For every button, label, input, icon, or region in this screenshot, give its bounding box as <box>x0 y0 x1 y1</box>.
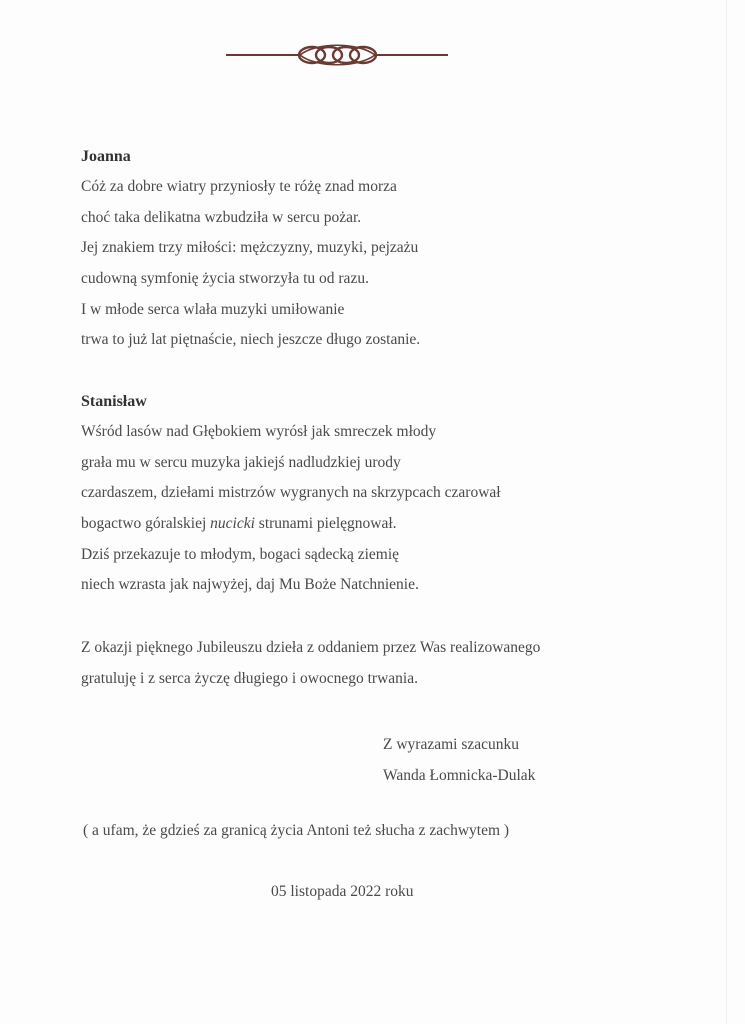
congratulations-line: Z okazji pięknego Jubileuszu dzieła z oddaniem przez Was realizowanego <box>81 639 541 656</box>
poem-line: Dziś przekazuje to młodym, bogaci sądecką ziemię <box>81 545 400 563</box>
poem-line-start: bogactwo góralskiej <box>81 515 207 533</box>
knot-ornament-icon <box>226 40 448 70</box>
poem-line: czardaszem, dziełami mistrzów wygranych na skrzypcach czarował <box>81 484 501 502</box>
poem-line: trwa to już lat piętnaście, niech jeszcze długo zostanie. <box>81 331 421 349</box>
poem-line-end: strunami pielęgnował. <box>258 515 397 533</box>
section-heading: Joanna <box>81 148 131 165</box>
poem-line: cudowną symfonię życia stworzyła tu od razu. <box>81 270 369 288</box>
closing-signature <box>383 729 535 791</box>
poem-line-italic-word: nucicki <box>210 515 255 533</box>
date: 05 listopada 2022 roku <box>271 883 414 900</box>
poem-line: niech wzrasta jak najwyżej, daj Mu Boże Natchnienie. <box>81 576 419 594</box>
page-edge-divider <box>726 0 727 1024</box>
section-joanna <box>81 142 420 356</box>
closing-author: Wanda Łomnicka-Dulak <box>383 767 536 784</box>
poem-line <box>81 509 501 540</box>
congratulations <box>81 633 540 694</box>
note: ( a ufam, że gdzieś za granicą życia Antoni też słucha z zachwytem ) <box>83 822 510 839</box>
section-stanislaw <box>81 387 501 601</box>
poem-line: Cóż za dobre wiatry przyniosły te różę znad morza <box>81 178 397 195</box>
poem-line: choć taka delikatna wzbudziła w sercu pożar. <box>81 208 362 226</box>
poem-line: I w młode serca wlała muzyki umiłowanie <box>81 300 345 318</box>
poem-line: Jej znakiem trzy miłości: mężczyzny, muzyki, pejzażu <box>81 239 419 257</box>
section-heading: Stanisław <box>81 393 147 410</box>
closing-salutation: Z wyrazami szacunku <box>383 736 519 753</box>
poem-line: Wśród lasów nad Głębokiem wyrósł jak smreczek młody <box>81 423 437 440</box>
congratulations-line: gratuluję i z serca życzę długiego i owocnego trwania. <box>81 669 418 687</box>
poem-line: grała mu w sercu muzyka jakiejś nadludzkiej urody <box>81 453 401 471</box>
